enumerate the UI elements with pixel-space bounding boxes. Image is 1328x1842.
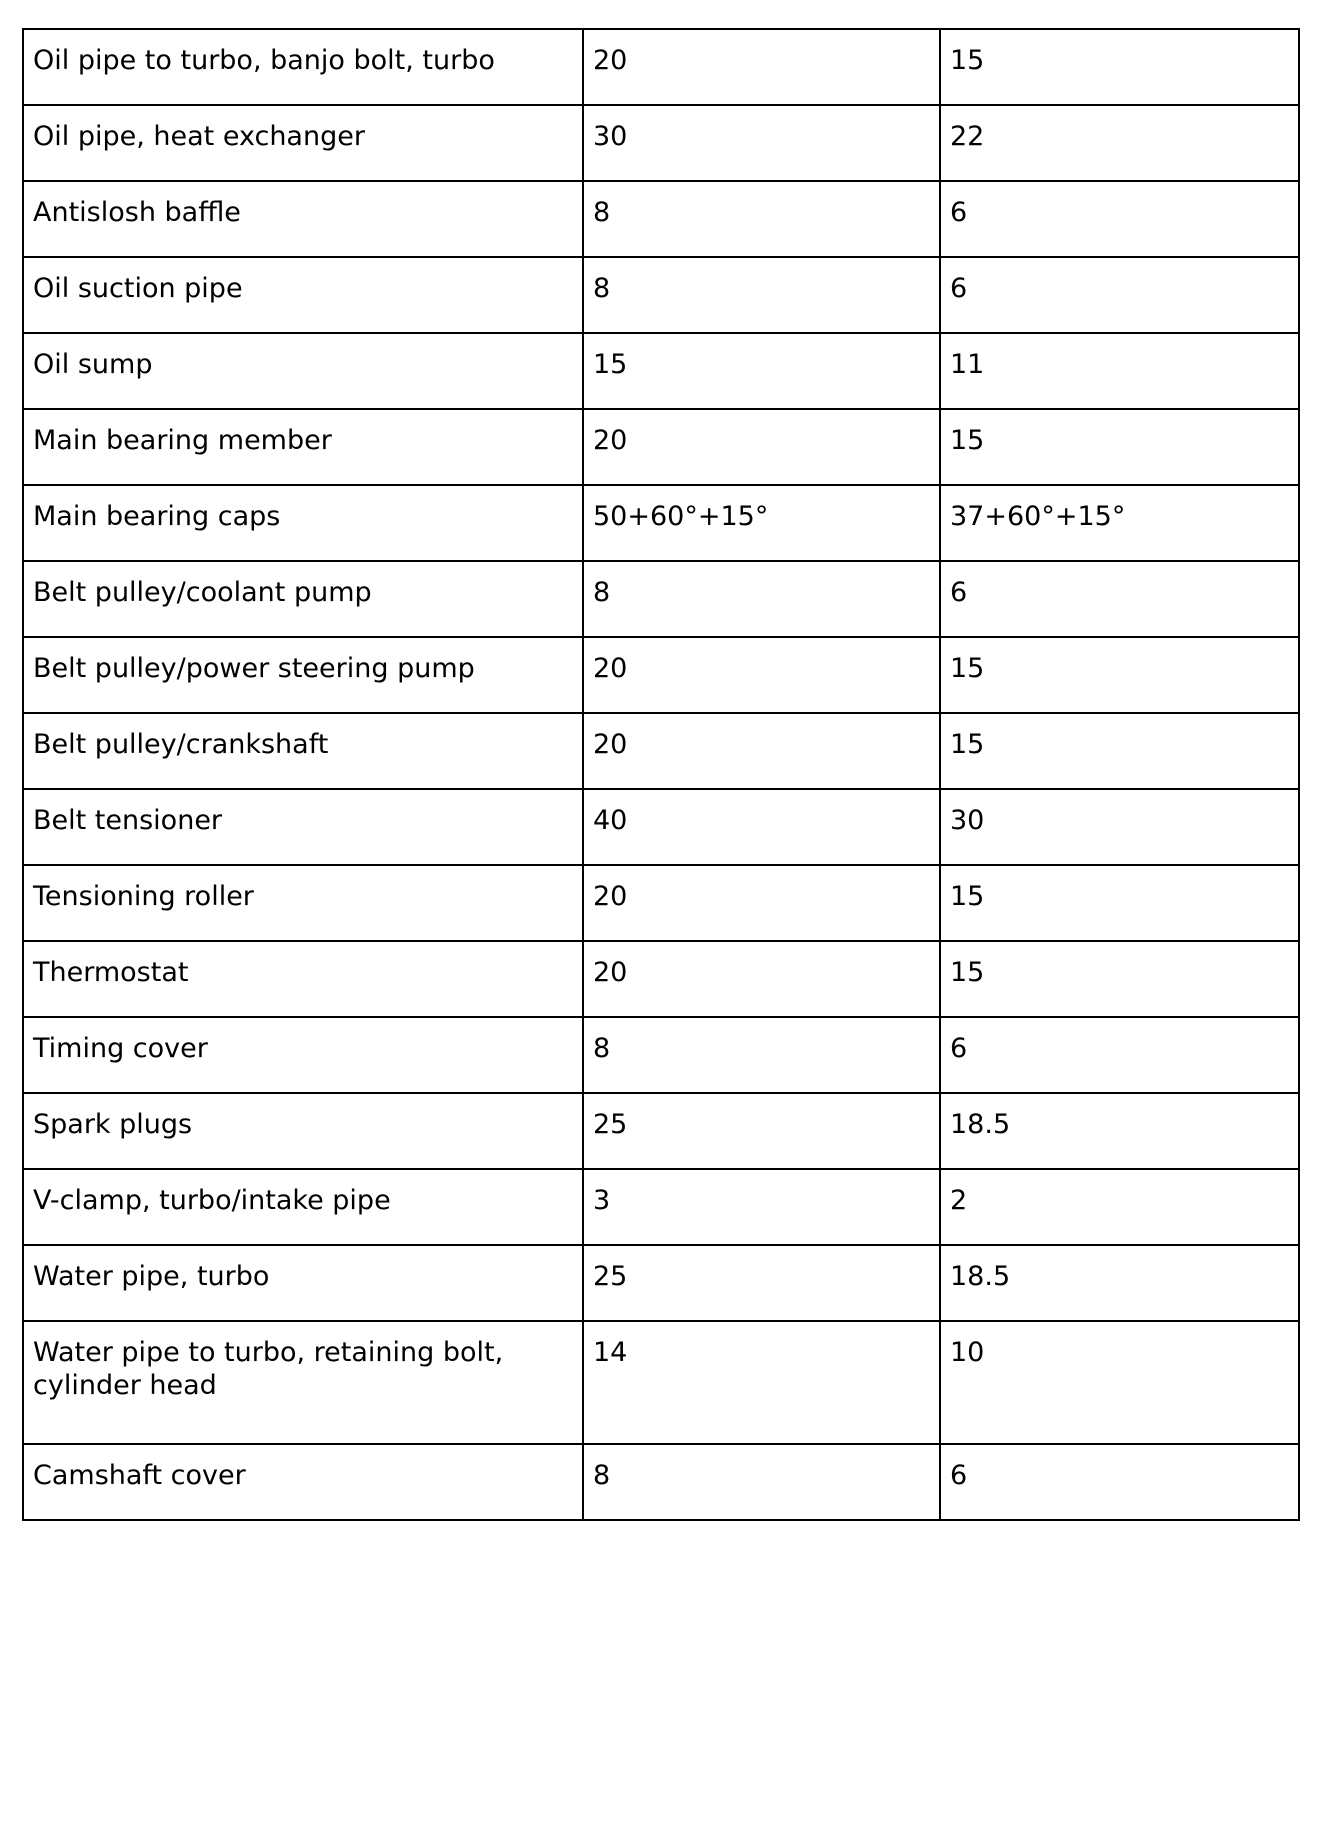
- ftlb-value-cell: 6: [940, 1017, 1299, 1093]
- ftlb-value-cell: 11: [940, 333, 1299, 409]
- ftlb-value-cell: 10: [940, 1321, 1299, 1444]
- nm-value-cell: 25: [583, 1093, 940, 1169]
- ftlb-value-cell: 22: [940, 105, 1299, 181]
- nm-value-cell: 20: [583, 29, 940, 105]
- table-row: [23, 181, 1299, 257]
- table-row: [23, 333, 1299, 409]
- component-cell: Belt pulley/power steering pump: [23, 637, 583, 713]
- component-cell: Tensioning roller: [23, 865, 583, 941]
- nm-value-cell: 15: [583, 333, 940, 409]
- ftlb-value-cell: 30: [940, 789, 1299, 865]
- nm-value-cell: 14: [583, 1321, 940, 1444]
- table-row: [23, 1245, 1299, 1321]
- table-row: [23, 485, 1299, 561]
- component-cell: Water pipe, turbo: [23, 1245, 583, 1321]
- table-row: [23, 1444, 1299, 1520]
- ftlb-value-cell: 6: [940, 561, 1299, 637]
- table-row: [23, 1169, 1299, 1245]
- nm-value-cell: 20: [583, 865, 940, 941]
- nm-value-cell: 20: [583, 941, 940, 1017]
- component-cell: Thermostat: [23, 941, 583, 1017]
- nm-value-cell: 8: [583, 561, 940, 637]
- table-row: [23, 257, 1299, 333]
- torque-spec-table: [22, 28, 1300, 1521]
- table-row: [23, 637, 1299, 713]
- ftlb-value-cell: 6: [940, 181, 1299, 257]
- ftlb-value-cell: 15: [940, 865, 1299, 941]
- ftlb-value-cell: 15: [940, 637, 1299, 713]
- component-cell: Belt tensioner: [23, 789, 583, 865]
- table-row: [23, 105, 1299, 181]
- nm-value-cell: 50+60°+15°: [583, 485, 940, 561]
- table-row: [23, 789, 1299, 865]
- component-cell: Oil pipe, heat exchanger: [23, 105, 583, 181]
- ftlb-value-cell: 6: [940, 257, 1299, 333]
- nm-value-cell: 20: [583, 409, 940, 485]
- table-row: [23, 29, 1299, 105]
- nm-value-cell: 20: [583, 713, 940, 789]
- component-cell: Oil sump: [23, 333, 583, 409]
- ftlb-value-cell: 6: [940, 1444, 1299, 1520]
- ftlb-value-cell: 18.5: [940, 1245, 1299, 1321]
- nm-value-cell: 40: [583, 789, 940, 865]
- nm-value-cell: 8: [583, 257, 940, 333]
- component-cell: Water pipe to turbo, retaining bolt, cylinder head: [23, 1321, 583, 1444]
- ftlb-value-cell: 15: [940, 409, 1299, 485]
- component-cell: Oil suction pipe: [23, 257, 583, 333]
- table-row: [23, 865, 1299, 941]
- component-cell: Main bearing caps: [23, 485, 583, 561]
- component-cell: Belt pulley/coolant pump: [23, 561, 583, 637]
- table-row: [23, 713, 1299, 789]
- ftlb-value-cell: 15: [940, 29, 1299, 105]
- nm-value-cell: 8: [583, 181, 940, 257]
- table-row: [23, 1321, 1299, 1444]
- component-cell: Timing cover: [23, 1017, 583, 1093]
- nm-value-cell: 30: [583, 105, 940, 181]
- nm-value-cell: 8: [583, 1444, 940, 1520]
- table-row: [23, 561, 1299, 637]
- ftlb-value-cell: 37+60°+15°: [940, 485, 1299, 561]
- ftlb-value-cell: 15: [940, 941, 1299, 1017]
- component-cell: Main bearing member: [23, 409, 583, 485]
- component-cell: Spark plugs: [23, 1093, 583, 1169]
- component-cell: Antislosh baffle: [23, 181, 583, 257]
- component-cell: V-clamp, turbo/intake pipe: [23, 1169, 583, 1245]
- nm-value-cell: 8: [583, 1017, 940, 1093]
- nm-value-cell: 20: [583, 637, 940, 713]
- component-cell: Belt pulley/crankshaft: [23, 713, 583, 789]
- component-cell: Oil pipe to turbo, banjo bolt, turbo: [23, 29, 583, 105]
- nm-value-cell: 25: [583, 1245, 940, 1321]
- table-row: [23, 941, 1299, 1017]
- ftlb-value-cell: 2: [940, 1169, 1299, 1245]
- nm-value-cell: 3: [583, 1169, 940, 1245]
- component-cell: Camshaft cover: [23, 1444, 583, 1520]
- table-row: [23, 1093, 1299, 1169]
- ftlb-value-cell: 15: [940, 713, 1299, 789]
- table-row: [23, 409, 1299, 485]
- table-row: [23, 1017, 1299, 1093]
- ftlb-value-cell: 18.5: [940, 1093, 1299, 1169]
